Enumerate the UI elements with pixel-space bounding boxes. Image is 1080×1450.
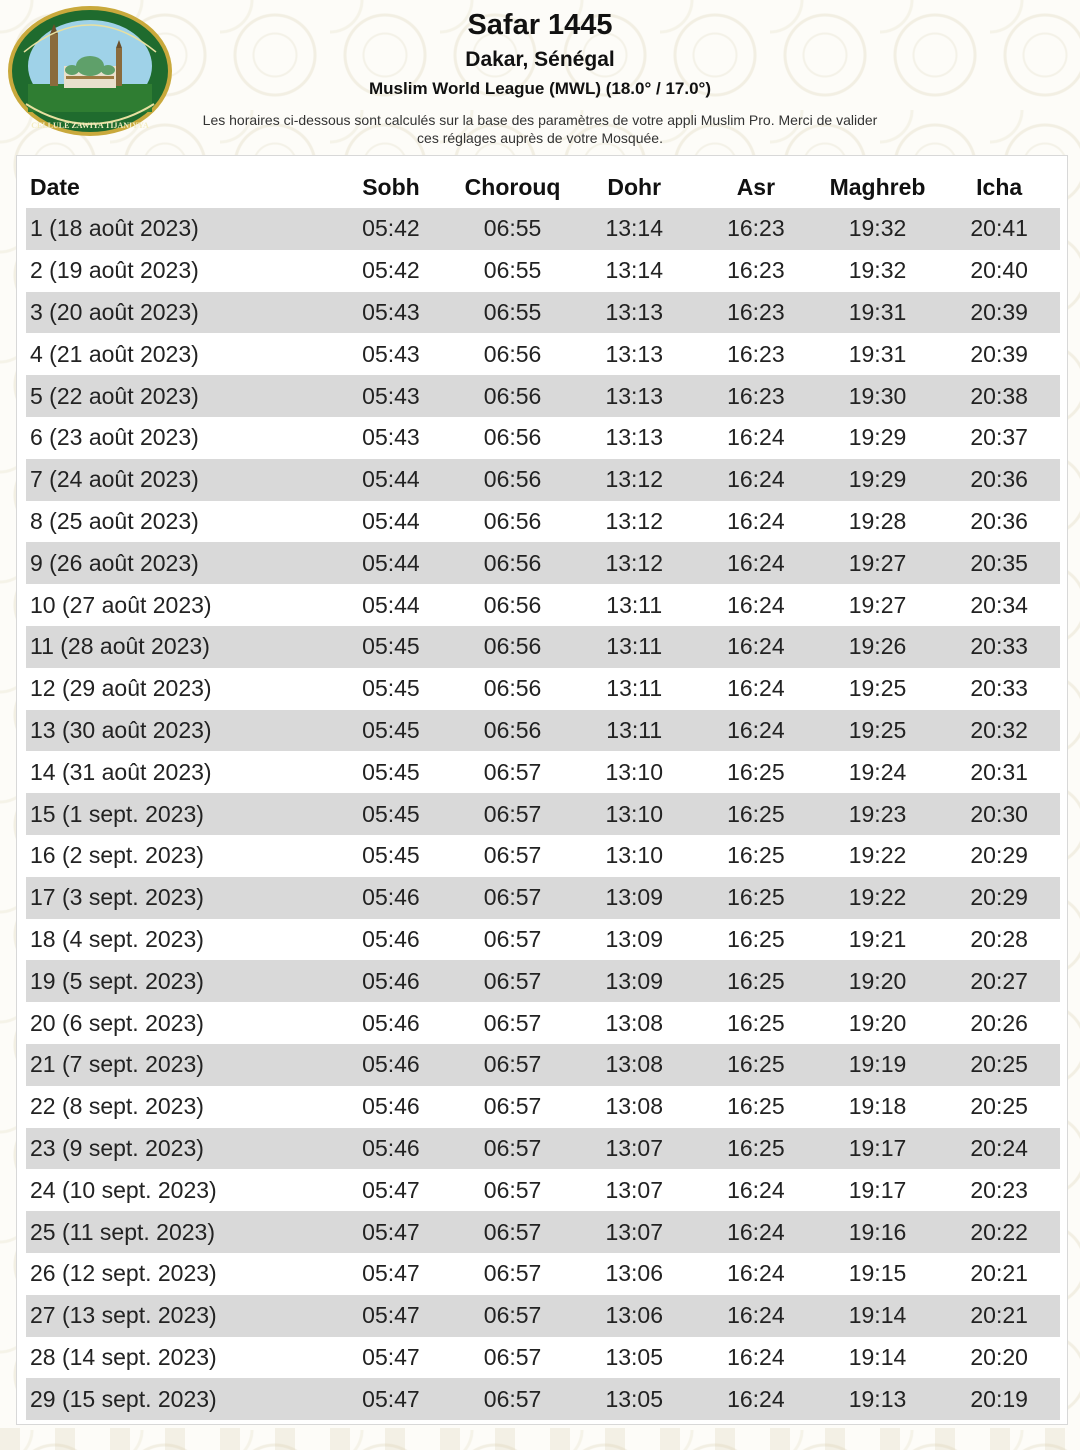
table-row — [26, 1169, 1060, 1211]
cell-icha: 20:30 — [938, 793, 1060, 835]
cell-asr: 16:25 — [727, 842, 785, 869]
cell-sobh: 05:43 — [330, 375, 452, 417]
table-row — [26, 208, 1060, 250]
cell-chorouq: 06:57 — [483, 1093, 542, 1120]
cell-maghreb: 19:32 — [817, 208, 939, 250]
cell-dohr: 13:13 — [573, 375, 695, 417]
cell-chorouq: 06:57 — [452, 1211, 574, 1253]
table-row — [26, 250, 1060, 292]
cell-date: 19 (5 sept. 2023) — [26, 960, 330, 1002]
cell-maghreb: 19:18 — [848, 1093, 907, 1120]
cell-icha: 20:22 — [938, 1211, 1060, 1253]
table-row — [26, 751, 1060, 793]
cell-chorouq: 06:55 — [483, 257, 542, 284]
cell-maghreb: 19:20 — [848, 1009, 907, 1036]
cell-sobh: 05:42 — [362, 257, 420, 284]
cell-dohr: 13:09 — [573, 877, 695, 919]
table-row — [26, 1086, 1060, 1128]
cell-icha: 20:41 — [938, 208, 1060, 250]
cell-sobh: 05:46 — [362, 1093, 420, 1120]
cell-maghreb: 19:26 — [817, 626, 939, 668]
cell-sobh: 05:46 — [362, 1009, 420, 1036]
cell-maghreb: 19:25 — [848, 675, 907, 702]
cell-maghreb: 19:14 — [848, 1343, 907, 1370]
cell-sobh: 05:47 — [362, 1176, 420, 1203]
table-row — [26, 1211, 1060, 1253]
prayer-times-table — [26, 166, 1060, 1420]
cell-sobh: 05:42 — [330, 208, 452, 250]
cell-date: 21 (7 sept. 2023) — [26, 1044, 330, 1086]
cell-chorouq: 06:57 — [483, 1009, 542, 1036]
cell-dohr: 13:10 — [573, 793, 695, 835]
cell-dohr: 13:13 — [605, 424, 663, 451]
cell-dohr: 13:11 — [606, 591, 663, 618]
cell-icha: 20:29 — [970, 842, 1028, 869]
cell-sobh: 05:45 — [330, 793, 452, 835]
cell-date: 6 (23 août 2023) — [30, 424, 199, 451]
cell-chorouq: 06:57 — [452, 793, 574, 835]
cell-icha: 20:32 — [938, 710, 1060, 752]
table-row — [26, 501, 1060, 543]
cell-sobh: 05:44 — [362, 507, 420, 534]
cell-asr: 16:25 — [695, 960, 817, 1002]
table-row — [26, 1128, 1060, 1170]
cell-dohr: 13:11 — [573, 626, 695, 668]
column-header-chorouq: Chorouq — [464, 173, 561, 200]
table-row — [26, 1044, 1060, 1086]
column-header-icha: Icha — [976, 173, 1023, 200]
cell-maghreb: 19:25 — [817, 710, 939, 752]
cell-icha: 20:37 — [970, 424, 1028, 451]
cell-sobh: 05:43 — [362, 340, 420, 367]
cell-date: 16 (2 sept. 2023) — [30, 842, 204, 869]
cell-chorouq: 06:57 — [483, 842, 542, 869]
cell-maghreb: 19:27 — [848, 591, 907, 618]
cell-icha: 20:20 — [970, 1343, 1028, 1370]
cell-date: 12 (29 août 2023) — [30, 675, 212, 702]
cell-maghreb: 19:32 — [848, 257, 907, 284]
table-row — [26, 375, 1060, 417]
cell-date: 26 (12 sept. 2023) — [30, 1260, 217, 1287]
cell-chorouq: 06:55 — [452, 208, 574, 250]
mosque-logo-icon — [6, 4, 174, 138]
cell-maghreb: 19:31 — [817, 292, 939, 334]
cell-date: 15 (1 sept. 2023) — [26, 793, 330, 835]
table-row — [26, 542, 1060, 584]
cell-dohr: 13:05 — [573, 1378, 695, 1420]
cell-date: 29 (15 sept. 2023) — [26, 1378, 330, 1420]
table-row — [26, 668, 1060, 710]
cell-date: 9 (26 août 2023) — [26, 542, 330, 584]
cell-sobh: 05:44 — [330, 542, 452, 584]
cell-maghreb: 19:28 — [848, 507, 907, 534]
cell-icha: 20:25 — [970, 1093, 1028, 1120]
cell-icha: 20:33 — [938, 626, 1060, 668]
cell-asr: 16:24 — [727, 675, 785, 702]
cell-asr: 16:24 — [727, 1176, 785, 1203]
cell-icha: 20:34 — [970, 591, 1028, 618]
cell-date: 7 (24 août 2023) — [26, 459, 330, 501]
cell-icha: 20:36 — [938, 459, 1060, 501]
cell-date: 4 (21 août 2023) — [30, 340, 199, 367]
column-header-date: Date — [30, 173, 80, 200]
cell-maghreb: 19:13 — [817, 1378, 939, 1420]
table-body — [26, 208, 1060, 1420]
cell-asr: 16:23 — [695, 292, 817, 334]
table-row — [26, 919, 1060, 961]
cell-date: 25 (11 sept. 2023) — [26, 1211, 330, 1253]
cell-asr: 16:24 — [727, 1343, 785, 1370]
cell-icha: 20:36 — [970, 507, 1028, 534]
cell-date: 11 (28 août 2023) — [26, 626, 330, 668]
cell-asr: 16:23 — [727, 340, 785, 367]
cell-icha: 20:33 — [970, 675, 1028, 702]
cell-asr: 16:24 — [727, 424, 785, 451]
cell-icha: 20:26 — [970, 1009, 1028, 1036]
cell-asr: 16:24 — [695, 1295, 817, 1337]
cell-icha: 20:25 — [938, 1044, 1060, 1086]
cell-sobh: 05:47 — [330, 1211, 452, 1253]
cell-asr: 16:24 — [695, 710, 817, 752]
cell-date: 5 (22 août 2023) — [26, 375, 330, 417]
cell-maghreb: 19:30 — [817, 375, 939, 417]
cell-asr: 16:25 — [695, 793, 817, 835]
cell-dohr: 13:07 — [573, 1211, 695, 1253]
cell-asr: 16:25 — [727, 925, 785, 952]
cell-dohr: 13:06 — [605, 1260, 663, 1287]
cell-maghreb: 19:17 — [817, 1128, 939, 1170]
cell-icha: 20:29 — [938, 877, 1060, 919]
cell-date: 18 (4 sept. 2023) — [30, 925, 204, 952]
table-row — [26, 1337, 1060, 1379]
cell-chorouq: 06:57 — [452, 1128, 574, 1170]
cell-icha: 20:21 — [970, 1260, 1028, 1287]
cell-dohr: 13:13 — [605, 340, 663, 367]
table-row — [26, 417, 1060, 459]
cell-asr: 16:24 — [727, 507, 785, 534]
cell-chorouq: 06:57 — [483, 1176, 542, 1203]
cell-dohr: 13:09 — [605, 925, 663, 952]
timetable-card — [16, 155, 1068, 1425]
cell-sobh: 05:47 — [330, 1295, 452, 1337]
cell-dohr: 13:07 — [605, 1176, 663, 1203]
cell-dohr: 13:08 — [605, 1009, 663, 1036]
cell-asr: 16:24 — [695, 626, 817, 668]
decorative-pattern-strip — [0, 1428, 1080, 1450]
cell-maghreb: 19:29 — [817, 459, 939, 501]
cell-dohr: 13:10 — [605, 758, 663, 785]
cell-date: 23 (9 sept. 2023) — [26, 1128, 330, 1170]
cell-date: 24 (10 sept. 2023) — [30, 1176, 217, 1203]
cell-chorouq: 06:56 — [483, 591, 542, 618]
cell-dohr: 13:12 — [573, 542, 695, 584]
cell-maghreb: 19:22 — [848, 842, 907, 869]
cell-sobh: 05:43 — [362, 424, 420, 451]
cell-dohr: 13:07 — [573, 1128, 695, 1170]
table-row — [26, 1002, 1060, 1044]
cell-chorouq: 06:56 — [452, 375, 574, 417]
cell-chorouq: 06:57 — [483, 925, 542, 952]
cell-icha: 20:31 — [970, 758, 1028, 785]
cell-sobh: 05:46 — [362, 925, 420, 952]
cell-chorouq: 06:55 — [452, 292, 574, 334]
cell-maghreb: 19:27 — [817, 542, 939, 584]
logo-arc-text: CELLULE ZAWIYA TIJANIYYA — [31, 121, 149, 130]
cell-chorouq: 06:56 — [483, 424, 542, 451]
cell-asr: 16:23 — [695, 208, 817, 250]
cell-maghreb: 19:19 — [817, 1044, 939, 1086]
cell-sobh: 05:45 — [330, 710, 452, 752]
cell-maghreb: 19:31 — [848, 340, 907, 367]
cell-maghreb: 19:21 — [848, 925, 907, 952]
cell-dohr: 13:08 — [573, 1044, 695, 1086]
cell-date: 10 (27 août 2023) — [30, 591, 212, 618]
cell-date: 27 (13 sept. 2023) — [26, 1295, 330, 1337]
table-row — [26, 459, 1060, 501]
cell-maghreb: 19:22 — [817, 877, 939, 919]
table-row — [26, 877, 1060, 919]
cell-asr: 16:25 — [727, 758, 785, 785]
cell-dohr: 13:12 — [605, 507, 663, 534]
cell-sobh: 05:47 — [362, 1343, 420, 1370]
cell-chorouq: 06:56 — [483, 675, 542, 702]
table-row — [26, 584, 1060, 626]
cell-icha: 20:24 — [938, 1128, 1060, 1170]
cell-date: 20 (6 sept. 2023) — [30, 1009, 204, 1036]
cell-chorouq: 06:56 — [483, 507, 542, 534]
cell-sobh: 05:46 — [330, 960, 452, 1002]
cell-asr: 16:25 — [727, 1093, 785, 1120]
cell-icha: 20:40 — [970, 257, 1028, 284]
cell-maghreb: 19:24 — [848, 758, 907, 785]
table-row — [26, 1253, 1060, 1295]
cell-chorouq: 06:56 — [452, 459, 574, 501]
cell-date: 14 (31 août 2023) — [30, 758, 212, 785]
cell-date: 28 (14 sept. 2023) — [30, 1343, 217, 1370]
cell-asr: 16:25 — [727, 1009, 785, 1036]
cell-chorouq: 06:57 — [483, 758, 542, 785]
table-row — [26, 960, 1060, 1002]
table-row — [26, 793, 1060, 835]
cell-icha: 20:19 — [938, 1378, 1060, 1420]
table-row — [26, 1378, 1060, 1420]
cell-dohr: 13:09 — [573, 960, 695, 1002]
cell-maghreb: 19:14 — [817, 1295, 939, 1337]
cell-sobh: 05:45 — [362, 758, 420, 785]
cell-date: 3 (20 août 2023) — [26, 292, 330, 334]
table-row — [26, 835, 1060, 877]
cell-icha: 20:38 — [938, 375, 1060, 417]
cell-asr: 16:24 — [695, 542, 817, 584]
cell-chorouq: 06:57 — [452, 1044, 574, 1086]
cell-dohr: 13:08 — [605, 1093, 663, 1120]
cell-icha: 20:23 — [970, 1176, 1028, 1203]
cell-dohr: 13:13 — [573, 292, 695, 334]
cell-asr: 16:24 — [695, 1211, 817, 1253]
cell-asr: 16:25 — [695, 1044, 817, 1086]
column-header-maghreb: Maghreb — [829, 173, 926, 200]
cell-maghreb: 19:29 — [848, 424, 907, 451]
cell-icha: 20:28 — [970, 925, 1028, 952]
cell-date: 13 (30 août 2023) — [26, 710, 330, 752]
cell-asr: 16:24 — [695, 1378, 817, 1420]
cell-sobh: 05:46 — [330, 1128, 452, 1170]
cell-icha: 20:21 — [938, 1295, 1060, 1337]
cell-sobh: 05:43 — [330, 292, 452, 334]
cell-date: 2 (19 août 2023) — [30, 257, 199, 284]
cell-chorouq: 06:57 — [452, 1378, 574, 1420]
cell-sobh: 05:45 — [362, 842, 420, 869]
cell-dohr: 13:11 — [573, 710, 695, 752]
cell-sobh: 05:47 — [330, 1378, 452, 1420]
column-header-sobh: Sobh — [362, 173, 420, 200]
cell-chorouq: 06:57 — [483, 1343, 542, 1370]
cell-chorouq: 06:57 — [452, 960, 574, 1002]
cell-date: 8 (25 août 2023) — [30, 507, 199, 534]
table-row — [26, 1295, 1060, 1337]
cell-asr: 16:23 — [727, 257, 785, 284]
page-title: Safar 1445 — [467, 9, 613, 41]
location-label: Dakar, Sénégal — [465, 48, 615, 71]
cell-chorouq: 06:57 — [452, 877, 574, 919]
calculation-method: Muslim World League (MWL) (18.0° / 17.0°) — [369, 79, 711, 98]
cell-sobh: 05:44 — [330, 459, 452, 501]
cell-chorouq: 06:57 — [483, 1260, 542, 1287]
cell-sobh: 05:45 — [330, 626, 452, 668]
cell-dohr: 13:14 — [573, 208, 695, 250]
cell-maghreb: 19:15 — [848, 1260, 907, 1287]
table-row — [26, 333, 1060, 375]
cell-chorouq: 06:56 — [483, 340, 542, 367]
cell-asr: 16:25 — [695, 877, 817, 919]
table-row — [26, 626, 1060, 668]
cell-maghreb: 19:17 — [848, 1176, 907, 1203]
cell-asr: 16:25 — [695, 1128, 817, 1170]
cell-icha: 20:39 — [938, 292, 1060, 334]
cell-dohr: 13:12 — [573, 459, 695, 501]
cell-dohr: 13:10 — [605, 842, 663, 869]
cell-sobh: 05:46 — [330, 1044, 452, 1086]
table-header-row — [26, 166, 1060, 208]
cell-chorouq: 06:56 — [452, 710, 574, 752]
cell-chorouq: 06:56 — [452, 542, 574, 584]
cell-icha: 20:35 — [938, 542, 1060, 584]
cell-asr: 16:24 — [727, 1260, 785, 1287]
cell-dohr: 13:11 — [606, 675, 663, 702]
column-header-asr: Asr — [736, 173, 776, 200]
table-row — [26, 710, 1060, 752]
cell-sobh: 05:45 — [362, 675, 420, 702]
settings-note: Les horaires ci-dessous sont calculés sur la base des paramètres de votre appli Muslim Pro. Merci de valider ces réglages auprès de votre Mosquée. — [202, 112, 878, 146]
cell-maghreb: 19:23 — [817, 793, 939, 835]
cell-sobh: 05:46 — [330, 877, 452, 919]
cell-maghreb: 19:16 — [817, 1211, 939, 1253]
cell-icha: 20:39 — [970, 340, 1028, 367]
cell-asr: 16:24 — [727, 591, 785, 618]
cell-date: 1 (18 août 2023) — [26, 208, 330, 250]
column-header-dohr: Dohr — [607, 173, 662, 200]
cell-sobh: 05:47 — [362, 1260, 420, 1287]
table-row — [26, 292, 1060, 334]
cell-dohr: 13:05 — [605, 1343, 663, 1370]
cell-date: 17 (3 sept. 2023) — [26, 877, 330, 919]
cell-chorouq: 06:56 — [452, 626, 574, 668]
cell-chorouq: 06:57 — [452, 1295, 574, 1337]
cell-dohr: 13:14 — [605, 257, 663, 284]
cell-dohr: 13:06 — [573, 1295, 695, 1337]
cell-asr: 16:23 — [695, 375, 817, 417]
cell-date: 22 (8 sept. 2023) — [30, 1093, 204, 1120]
cell-icha: 20:27 — [938, 960, 1060, 1002]
cell-asr: 16:24 — [695, 459, 817, 501]
cell-maghreb: 19:20 — [817, 960, 939, 1002]
cell-sobh: 05:44 — [362, 591, 420, 618]
logo — [6, 4, 174, 138]
